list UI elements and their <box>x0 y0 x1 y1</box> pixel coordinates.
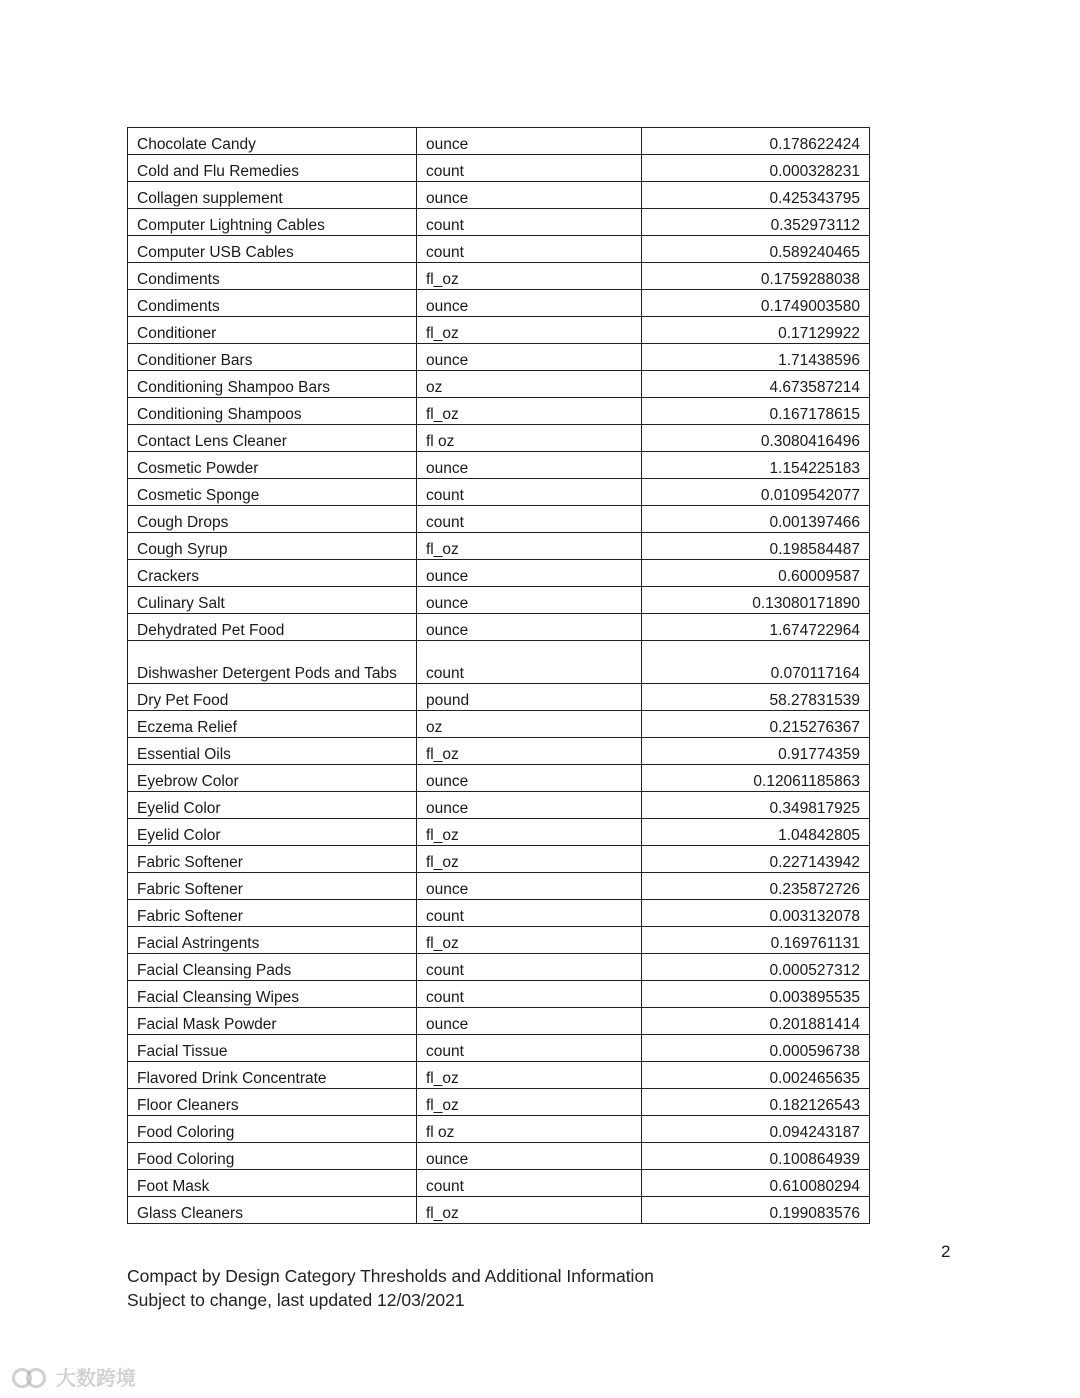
unit-cell: fl_oz <box>417 819 642 846</box>
value-cell: 0.3080416496 <box>642 425 870 452</box>
value-cell: 0.425343795 <box>642 182 870 209</box>
unit-cell: ounce <box>417 1008 642 1035</box>
category-cell: Computer USB Cables <box>128 236 417 263</box>
table-row <box>128 711 870 738</box>
table-row <box>128 641 870 684</box>
watermark-text: 大数跨境 <box>56 1368 136 1390</box>
unit-cell: count <box>417 954 642 981</box>
category-cell: Dehydrated Pet Food <box>128 614 417 641</box>
unit-cell: ounce <box>417 290 642 317</box>
table-row <box>128 684 870 711</box>
value-cell: 0.589240465 <box>642 236 870 263</box>
unit-cell: count <box>417 506 642 533</box>
value-cell: 0.215276367 <box>642 711 870 738</box>
category-cell: Cosmetic Sponge <box>128 479 417 506</box>
unit-cell: count <box>417 1170 642 1197</box>
category-cell: Fabric Softener <box>128 873 417 900</box>
category-cell: Glass Cleaners <box>128 1197 417 1224</box>
value-cell: 0.199083576 <box>642 1197 870 1224</box>
value-cell: 1.71438596 <box>642 344 870 371</box>
unit-cell: count <box>417 479 642 506</box>
category-cell: Fabric Softener <box>128 900 417 927</box>
unit-cell: ounce <box>417 614 642 641</box>
category-cell: Facial Tissue <box>128 1035 417 1062</box>
value-cell: 0.000527312 <box>642 954 870 981</box>
unit-cell: fl_oz <box>417 927 642 954</box>
value-cell: 0.001397466 <box>642 506 870 533</box>
category-cell: Facial Cleansing Pads <box>128 954 417 981</box>
table-row <box>128 263 870 290</box>
category-cell: Computer Lightning Cables <box>128 209 417 236</box>
unit-cell: ounce <box>417 1143 642 1170</box>
table-row <box>128 1143 870 1170</box>
value-cell: 0.070117164 <box>642 641 870 684</box>
value-cell: 0.352973112 <box>642 209 870 236</box>
value-cell: 0.610080294 <box>642 1170 870 1197</box>
unit-cell: fl_oz <box>417 1089 642 1116</box>
value-cell: 0.13080171890 <box>642 587 870 614</box>
value-cell: 0.1759288038 <box>642 263 870 290</box>
category-cell: Conditioning Shampoo Bars <box>128 371 417 398</box>
value-cell: 0.201881414 <box>642 1008 870 1035</box>
table-row <box>128 317 870 344</box>
unit-cell: count <box>417 236 642 263</box>
category-threshold-table <box>127 127 870 1224</box>
category-cell: Cough Drops <box>128 506 417 533</box>
footer-subtitle: Subject to change, last updated 12/03/2021 <box>127 1290 465 1310</box>
unit-cell: ounce <box>417 560 642 587</box>
category-cell: Facial Cleansing Wipes <box>128 981 417 1008</box>
unit-cell: ounce <box>417 873 642 900</box>
table-row <box>128 981 870 1008</box>
table-row <box>128 479 870 506</box>
value-cell: 1.04842805 <box>642 819 870 846</box>
table-row <box>128 846 870 873</box>
table-row <box>128 533 870 560</box>
value-cell: 0.100864939 <box>642 1143 870 1170</box>
table-row <box>128 900 870 927</box>
watermark <box>10 1362 136 1391</box>
table-row <box>128 452 870 479</box>
table-row <box>128 425 870 452</box>
value-cell: 58.27831539 <box>642 684 870 711</box>
unit-cell: count <box>417 900 642 927</box>
unit-cell: fl_oz <box>417 1062 642 1089</box>
unit-cell: pound <box>417 684 642 711</box>
table-row <box>128 506 870 533</box>
value-cell: 0.182126543 <box>642 1089 870 1116</box>
category-cell: Culinary Salt <box>128 587 417 614</box>
watermark-logo-icon <box>10 1365 50 1389</box>
value-cell: 0.000328231 <box>642 155 870 182</box>
value-cell: 1.674722964 <box>642 614 870 641</box>
value-cell: 0.12061185863 <box>642 765 870 792</box>
category-cell: Crackers <box>128 560 417 587</box>
category-cell: Dishwasher Detergent Pods and Tabs <box>128 641 417 684</box>
value-cell: 0.003132078 <box>642 900 870 927</box>
value-cell: 4.673587214 <box>642 371 870 398</box>
category-cell: Eyelid Color <box>128 819 417 846</box>
unit-cell: fl_oz <box>417 846 642 873</box>
category-cell: Cosmetic Powder <box>128 452 417 479</box>
unit-cell: count <box>417 209 642 236</box>
table-row <box>128 398 870 425</box>
value-cell: 0.198584487 <box>642 533 870 560</box>
category-cell: Food Coloring <box>128 1143 417 1170</box>
value-cell: 0.0109542077 <box>642 479 870 506</box>
unit-cell: fl oz <box>417 425 642 452</box>
table-row <box>128 1008 870 1035</box>
category-cell: Conditioning Shampoos <box>128 398 417 425</box>
category-cell: Eczema Relief <box>128 711 417 738</box>
unit-cell: ounce <box>417 792 642 819</box>
table-row <box>128 587 870 614</box>
table-row <box>128 344 870 371</box>
table-row <box>128 765 870 792</box>
unit-cell: count <box>417 981 642 1008</box>
value-cell: 0.000596738 <box>642 1035 870 1062</box>
value-cell: 0.002465635 <box>642 1062 870 1089</box>
table-row <box>128 1116 870 1143</box>
table-row <box>128 1170 870 1197</box>
value-cell: 0.60009587 <box>642 560 870 587</box>
value-cell: 0.167178615 <box>642 398 870 425</box>
unit-cell: oz <box>417 711 642 738</box>
category-cell: Cold and Flu Remedies <box>128 155 417 182</box>
value-cell: 0.1749003580 <box>642 290 870 317</box>
category-cell: Fabric Softener <box>128 846 417 873</box>
table-row <box>128 1035 870 1062</box>
category-cell: Contact Lens Cleaner <box>128 425 417 452</box>
unit-cell: fl_oz <box>417 533 642 560</box>
category-cell: Facial Mask Powder <box>128 1008 417 1035</box>
footer-title: Compact by Design Category Thresholds and Additional Information <box>127 1266 654 1286</box>
category-cell: Conditioner <box>128 317 417 344</box>
category-cell: Foot Mask <box>128 1170 417 1197</box>
unit-cell: ounce <box>417 182 642 209</box>
table-row <box>128 1062 870 1089</box>
table-row <box>128 614 870 641</box>
category-cell: Conditioner Bars <box>128 344 417 371</box>
category-cell: Floor Cleaners <box>128 1089 417 1116</box>
value-cell: 0.17129922 <box>642 317 870 344</box>
value-cell: 0.349817925 <box>642 792 870 819</box>
table-row <box>128 819 870 846</box>
category-cell: Condiments <box>128 290 417 317</box>
value-cell: 0.094243187 <box>642 1116 870 1143</box>
unit-cell: ounce <box>417 128 642 155</box>
category-cell: Essential Oils <box>128 738 417 765</box>
category-cell: Flavored Drink Concentrate <box>128 1062 417 1089</box>
category-cell: Dry Pet Food <box>128 684 417 711</box>
value-cell: 0.235872726 <box>642 873 870 900</box>
table-row <box>128 290 870 317</box>
category-cell: Cough Syrup <box>128 533 417 560</box>
value-cell: 0.227143942 <box>642 846 870 873</box>
value-cell: 0.91774359 <box>642 738 870 765</box>
category-cell: Facial Astringents <box>128 927 417 954</box>
table-row <box>128 209 870 236</box>
table-body <box>128 128 870 1224</box>
category-cell: Eyebrow Color <box>128 765 417 792</box>
value-cell: 0.003895535 <box>642 981 870 1008</box>
unit-cell: oz <box>417 371 642 398</box>
unit-cell: fl_oz <box>417 1197 642 1224</box>
category-cell: Condiments <box>128 263 417 290</box>
table-row <box>128 738 870 765</box>
table-row <box>128 371 870 398</box>
unit-cell: fl_oz <box>417 263 642 290</box>
table-row <box>128 873 870 900</box>
category-cell: Food Coloring <box>128 1116 417 1143</box>
unit-cell: ounce <box>417 452 642 479</box>
table-row <box>128 128 870 155</box>
unit-cell: fl_oz <box>417 738 642 765</box>
table-row <box>128 182 870 209</box>
unit-cell: fl oz <box>417 1116 642 1143</box>
table-row <box>128 236 870 263</box>
unit-cell: ounce <box>417 587 642 614</box>
value-cell: 1.154225183 <box>642 452 870 479</box>
value-cell: 0.178622424 <box>642 128 870 155</box>
unit-cell: count <box>417 1035 642 1062</box>
page-number: 2 <box>941 1242 951 1261</box>
category-cell: Eyelid Color <box>128 792 417 819</box>
table-row <box>128 1197 870 1224</box>
unit-cell: ounce <box>417 765 642 792</box>
table-row <box>128 560 870 587</box>
unit-cell: count <box>417 641 642 684</box>
table-row <box>128 1089 870 1116</box>
category-cell: Collagen supplement <box>128 182 417 209</box>
table-row <box>128 954 870 981</box>
table-row <box>128 927 870 954</box>
unit-cell: ounce <box>417 344 642 371</box>
table-row <box>128 155 870 182</box>
table-row <box>128 792 870 819</box>
unit-cell: fl_oz <box>417 398 642 425</box>
unit-cell: count <box>417 155 642 182</box>
value-cell: 0.169761131 <box>642 927 870 954</box>
unit-cell: fl_oz <box>417 317 642 344</box>
category-cell: Chocolate Candy <box>128 128 417 155</box>
